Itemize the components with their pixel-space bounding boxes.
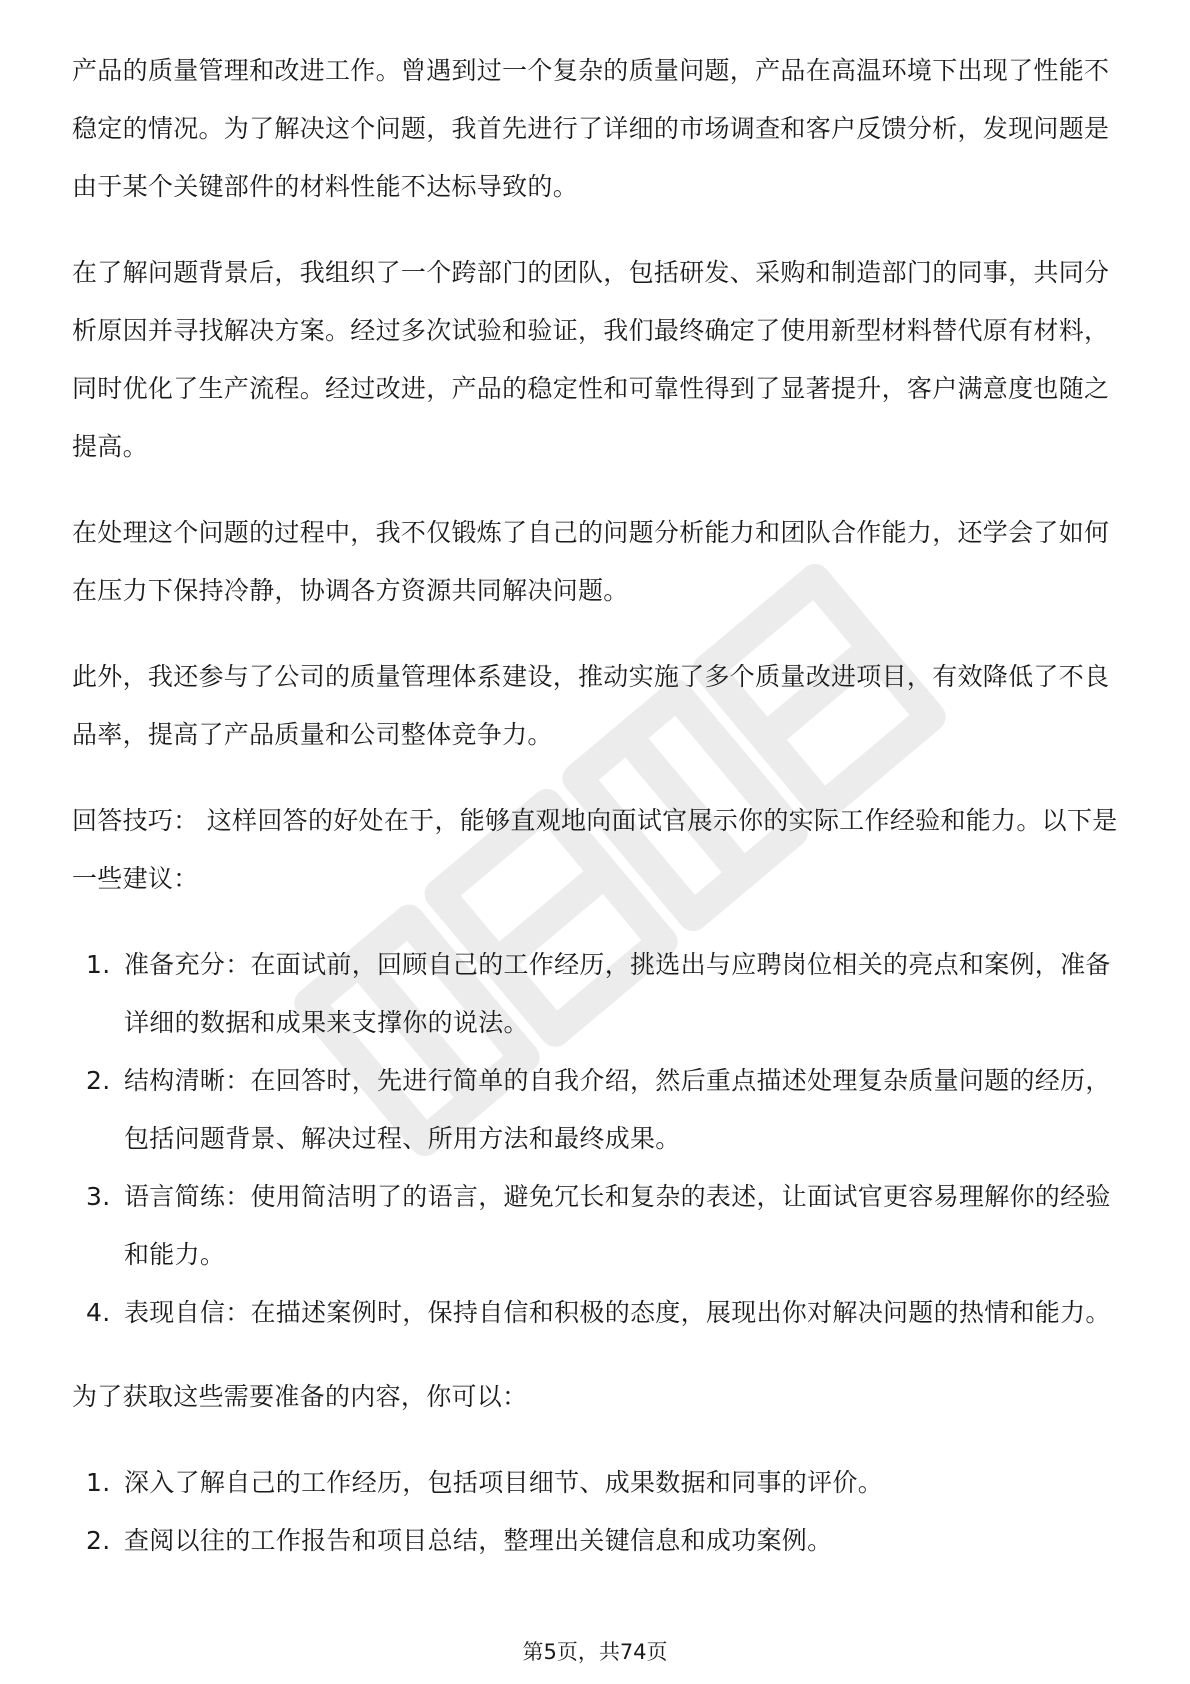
list-number: 2. [86, 1526, 111, 1555]
list-text: 查阅以往的工作报告和项目总结，整理出关键信息和成功案例。 [124, 1526, 833, 1555]
list-item [72, 1284, 1122, 1342]
list-text: 语言简练：使用简洁明了的语言，避免冗长和复杂的表述，让面试官更容易理解你的经验和能力。 [124, 1182, 1111, 1269]
paragraph-lessons: 在处理这个问题的过程中，我不仅锻炼了自己的问题分析能力和团队合作能力，还学会了如何在压力下保持冷静，协调各方资源共同解决问题。 [72, 518, 1110, 605]
paragraph-team-solution: 在了解问题背景后，我组织了一个跨部门的团队，包括研发、采购和制造部门的同事，共同分析原因并寻找解决方案。经过多次试验和验证，我们最终确定了使用新型材料替代原有材料，同时优化了生产流程。经过改进，产品的稳定性和可靠性得到了显著提升，客户满意度也随之提高。 [72, 258, 1110, 461]
list-item [72, 1052, 1122, 1168]
paragraph-prep-intro: 为了获取这些需要准备的内容，你可以： [72, 1382, 528, 1411]
list-text: 表现自信：在描述案例时，保持自信和积极的态度，展现出你对解决问题的热情和能力。 [124, 1298, 1111, 1327]
paragraph-answer-tips: 回答技巧： 这样回答的好处在于，能够直观地向面试官展示你的实际工作经验和能力。以下是一些建议： [72, 806, 1118, 893]
paragraph-system-building: 此外，我还参与了公司的质量管理体系建设，推动实施了多个质量改进项目，有效降低了不良品率，提高了产品质量和公司整体竞争力。 [72, 662, 1110, 749]
prep-list [72, 1454, 1122, 1570]
list-number: 1. [86, 950, 111, 979]
page-content [72, 42, 1122, 1596]
page-footer: 第5页，共74页 [522, 1640, 668, 1664]
list-item [72, 1168, 1122, 1284]
list-text: 深入了解自己的工作经历，包括项目细节、成果数据和同事的评价。 [124, 1468, 884, 1497]
list-number: 1. [86, 1468, 111, 1497]
list-item [72, 1512, 1122, 1570]
list-number: 4. [86, 1298, 111, 1327]
list-item [72, 936, 1122, 1052]
list-number: 2. [86, 1066, 111, 1095]
list-text: 准备充分：在面试前，回顾自己的工作经历，挑选出与应聘岗位相关的亮点和案例，准备详细的数据和成果来支撑你的说法。 [124, 950, 1111, 1037]
tips-list [72, 936, 1122, 1342]
list-text: 结构清晰：在回答时，先进行简单的自我介绍，然后重点描述处理复杂质量问题的经历，包括问题背景、解决过程、所用方法和最终成果。 [124, 1066, 1111, 1153]
paragraph-quality-work: 产品的质量管理和改进工作。曾遇到过一个复杂的质量问题，产品在高温环境下出现了性能不稳定的情况。为了解决这个问题，我首先进行了详细的市场调查和客户反馈分析，发现问题是由于某个关键部件的材料性能不达标导致的。 [72, 56, 1110, 201]
list-number: 3. [86, 1182, 111, 1211]
list-item [72, 1454, 1122, 1512]
